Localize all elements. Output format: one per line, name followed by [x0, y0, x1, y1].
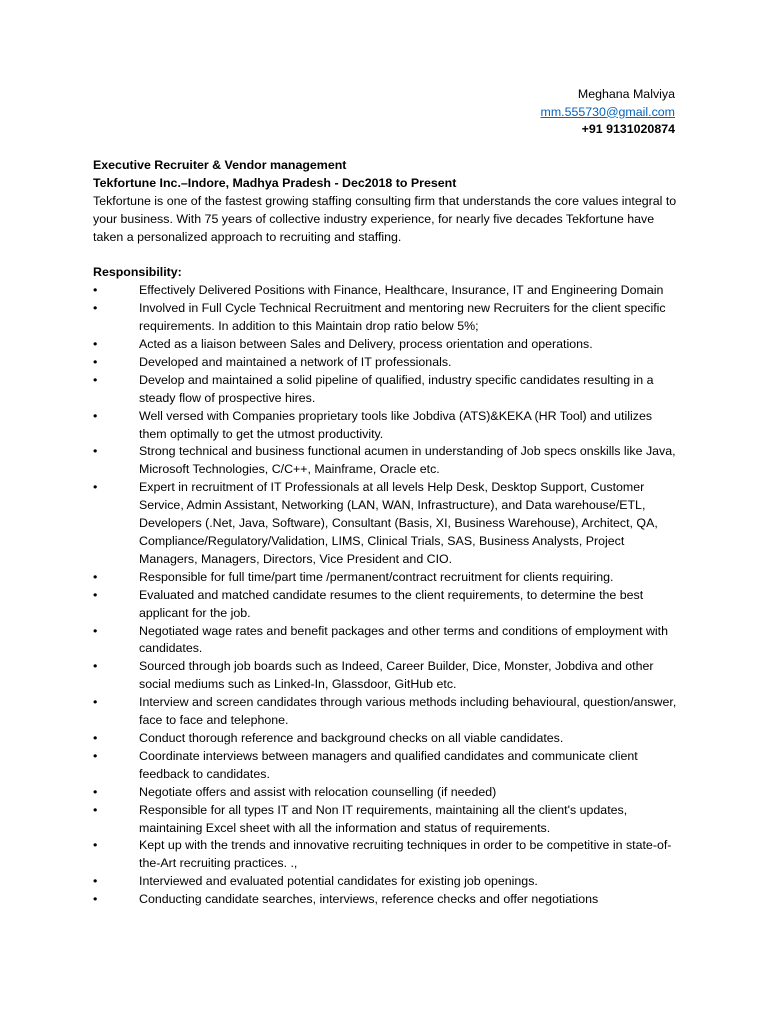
responsibility-item: [93, 443, 683, 479]
phone-number: +91 9131020874: [581, 122, 675, 136]
responsibility-heading: Responsibility:: [93, 265, 182, 280]
contact-block: [541, 86, 675, 139]
responsibility-item-text: Well versed with Companies proprietary tools like Jobdiva (ATS)&KEKA (HR Tool) and utilizes them optimally to get the utmost productivity.: [139, 408, 653, 441]
responsibility-item-text: Evaluated and matched candidate resumes to the client requirements, to determine the best applicant for the job.: [139, 587, 644, 620]
responsibility-item: [93, 837, 683, 873]
responsibility-item: [93, 354, 683, 372]
company-line: Tekfortune Inc.–Indore, Madhya Pradesh - Dec2018 to Present: [93, 175, 457, 190]
responsibility-item-text: Involved in Full Cycle Technical Recruitment and mentoring new Recruiters for the client specific requirements. In addition to this Maintain drop ratio below 5%;: [139, 301, 666, 334]
bullet-icon: •: [93, 283, 98, 298]
responsibility-item-text: Effectively Delivered Positions with Finance, Healthcare, Insurance, IT and Engineering Domain: [139, 283, 664, 298]
candidate-name: Meghana Malviya: [577, 87, 675, 101]
responsibility-item: [93, 300, 683, 336]
responsibility-item-text: Developed and maintained a network of IT professionals.: [139, 354, 452, 369]
responsibility-item-text: Interview and screen candidates through various methods including behavioural, question/answer, face to face and telephone.: [139, 695, 677, 728]
responsibility-item-text: Sourced through job boards such as Indeed, Career Builder, Dice, Monster, Jobdiva and other social mediums such as Linked-In, Glassdoor, GitHub etc.: [139, 659, 654, 692]
bullet-icon: •: [93, 301, 98, 316]
spacer: [93, 247, 683, 265]
responsibility-item: [93, 730, 683, 748]
responsibility-item-text: Conducting candidate searches, interviews, reference checks and offer negotiations: [139, 892, 599, 907]
company-intro: Tekfortune is one of the fastest growing staffing consulting firm that understands the core values integral to your business. With 75 years of collective industry experience, for nearly five decades Tekfortune have taken a personalized approach to recruiting and staffing.: [93, 193, 677, 244]
role-title: Executive Recruiter & Vendor management: [93, 158, 347, 172]
responsibility-item: [93, 784, 683, 802]
bullet-icon: •: [93, 784, 98, 799]
bullet-icon: •: [93, 730, 98, 745]
responsibility-item: [93, 336, 683, 354]
responsibility-item: [93, 873, 683, 891]
bullet-icon: •: [93, 748, 98, 763]
responsibility-item-text: Acted as a liaison between Sales and Delivery, process orientation and operations.: [139, 337, 593, 352]
responsibility-item: [93, 658, 683, 694]
bullet-icon: •: [93, 874, 98, 889]
responsibility-item: [93, 623, 683, 659]
bullet-icon: •: [93, 623, 98, 638]
bullet-icon: •: [93, 354, 98, 369]
responsibility-list: [93, 282, 683, 909]
bullet-icon: •: [93, 892, 98, 907]
bullet-icon: •: [93, 372, 98, 387]
responsibility-item-text: Expert in recruitment of IT Professionals at all levels Help Desk, Desktop Support, Customer Service, Admin Assistant, Networking (LAN, WAN, Infrastructure), and Data warehouse/ETL, Developers (.Net, Java, Software), Consultant (Basis, XI, Business Warehouse), Architect, QA, Compliance/Regulatory/Validation, LIMS, Clinical Trials, SAS, Business Analysts, Project Managers, Managers, Directors, Vice President and CIO.: [139, 480, 658, 566]
responsibility-item-text: Responsible for all types IT and Non IT requirements, maintaining all the client's updates, maintaining Excel sheet with all the information and status of requirements.: [139, 802, 628, 835]
bullet-icon: •: [93, 408, 98, 423]
responsibility-item: [93, 891, 683, 909]
bullet-icon: •: [93, 337, 98, 352]
bullet-icon: •: [93, 659, 98, 674]
responsibility-item: [93, 748, 683, 784]
bullet-icon: •: [93, 838, 98, 853]
responsibility-item-text: Coordinate interviews between managers and qualified candidates and communicate client feedback to candidates.: [139, 748, 638, 781]
responsibility-item: [93, 408, 683, 444]
responsibility-item-text: Responsible for full time/part time /permanent/contract recruitment for clients requiring.: [139, 569, 614, 584]
bullet-icon: •: [93, 444, 98, 459]
responsibility-item: [93, 479, 683, 569]
responsibility-item-text: Strong technical and business functional acumen in understanding of Job specs onskills like Java, Microsoft Technologies, C/C++, Mainframe, Oracle etc.: [139, 444, 676, 477]
responsibility-item: [93, 282, 683, 300]
responsibility-item-text: Conduct thorough reference and background checks on all viable candidates.: [139, 730, 564, 745]
bullet-icon: •: [93, 802, 98, 817]
responsibility-item: [93, 569, 683, 587]
responsibility-item-text: Interviewed and evaluated potential candidates for existing job openings.: [139, 874, 538, 889]
experience-section: [93, 157, 683, 909]
bullet-icon: •: [93, 695, 98, 710]
responsibility-item: [93, 694, 683, 730]
bullet-icon: •: [93, 480, 98, 495]
bullet-icon: •: [93, 587, 98, 602]
email-link[interactable]: mm.555730@gmail.com: [540, 104, 675, 119]
responsibility-item: [93, 372, 683, 408]
responsibility-item-text: Negotiate offers and assist with relocation counselling (if needed): [139, 784, 497, 799]
responsibility-item: [93, 587, 683, 623]
bullet-icon: •: [93, 569, 98, 584]
responsibility-item-text: Negotiated wage rates and benefit packages and other terms and conditions of employment with candidates.: [139, 623, 668, 656]
responsibility-item: [93, 802, 683, 838]
responsibility-item-text: Kept up with the trends and innovative recruiting techniques in order to be competitive in state-of-the-Art recruiting practices. .,: [139, 838, 672, 871]
responsibility-item-text: Develop and maintained a solid pipeline of qualified, industry specific candidates resulting in a steady flow of prospective hires.: [139, 372, 654, 405]
